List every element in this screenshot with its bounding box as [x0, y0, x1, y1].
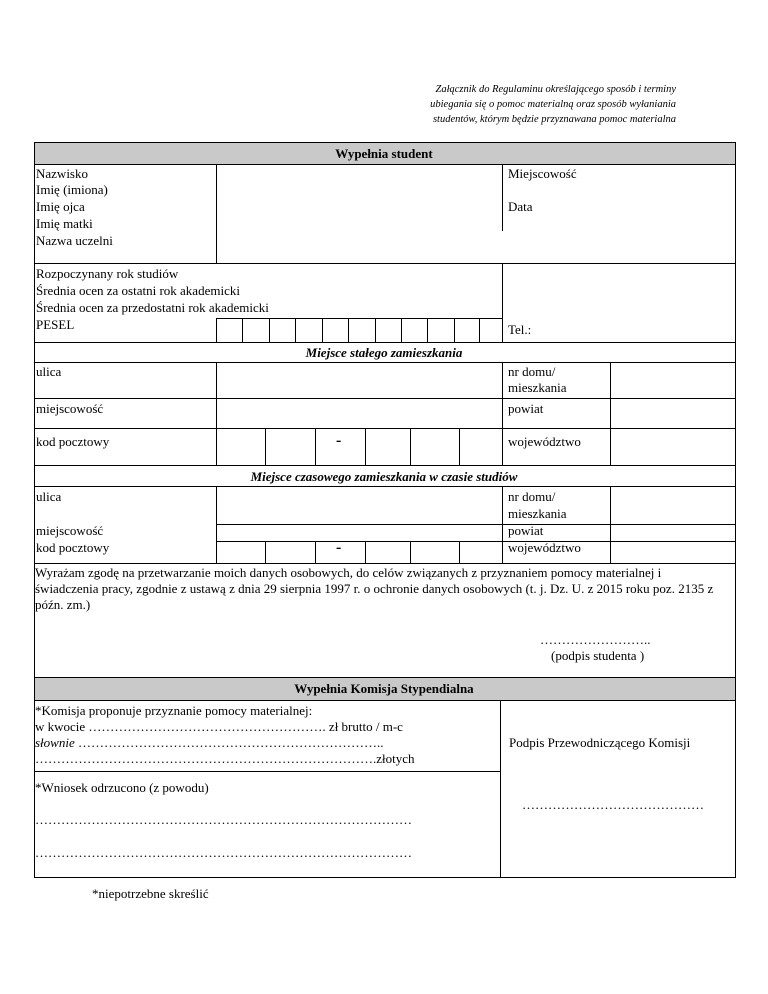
label-tel: Tel.: [508, 322, 532, 337]
perm-label-wojewodztwo: województwo [508, 434, 581, 449]
perm-label-miejscowosc: miejscowość [36, 401, 104, 416]
committee-zloty-line: …………………………………………………………………….złotych [35, 751, 415, 766]
chair-signature-label: Podpis Przewodniczącego Komisji [509, 735, 691, 750]
permanent-address-title: Miejsce stałego zamieszkania [305, 345, 463, 360]
slownie-dots: …………………………………………………………….. [74, 735, 384, 750]
header-note-line-3: studentów, którym będzie przyznawana pomoc materialna [432, 114, 676, 125]
temp-label-powiat: powiat [508, 523, 544, 538]
temp-label-mieszkania: mieszkania [508, 506, 567, 521]
temp-label-kod: kod pocztowy [36, 540, 110, 555]
label-nazwa-uczelni: Nazwa uczelni [36, 233, 113, 248]
temp-label-ulica: ulica [36, 489, 62, 504]
label-imie-matki: Imię matki [36, 216, 93, 231]
chair-signature-dots: …………………………………… [522, 797, 704, 812]
label-miejscowosc: Miejscowość [508, 166, 577, 181]
label-data: Data [508, 199, 533, 214]
temp-postal-dash: - [336, 539, 342, 556]
slownie-label: słownie [35, 735, 75, 750]
temp-label-nr-domu: nr domu/ [508, 489, 556, 504]
rejection-reason-line-2: …………………………………………………………………………… [35, 845, 412, 860]
rejected-label: *Wniosek odrzucono (z powodu) [35, 780, 209, 795]
temporary-address-title: Miejsce czasowego zamieszkania w czasie studiów [250, 469, 518, 484]
header-note-line-2: ubiegania się o pomoc materialną oraz sposób wyłaniania [430, 99, 676, 110]
label-rok-studiow: Rozpoczynany rok studiów [36, 266, 179, 281]
outer-border [35, 143, 736, 878]
committee-section-title: Wypełnia Komisja Stypendialna [294, 681, 474, 696]
label-imie-ojca: Imię ojca [36, 199, 85, 214]
committee-words-line [35, 735, 383, 750]
temp-label-wojewodztwo: województwo [508, 540, 581, 555]
perm-label-powiat: powiat [508, 401, 544, 416]
committee-proposal-line: *Komisja proponuje przyznanie pomocy materialnej: [35, 703, 313, 718]
perm-label-kod: kod pocztowy [36, 434, 110, 449]
header-note-line-1: Załącznik do Regulaminu określającego sposób i terminy [435, 84, 676, 95]
perm-label-nr-domu: nr domu/ [508, 364, 556, 379]
label-imie: Imię (imiona) [36, 182, 108, 197]
perm-label-ulica: ulica [36, 364, 62, 379]
label-nazwisko: Nazwisko [36, 166, 88, 181]
student-section-title: Wypełnia student [335, 146, 433, 161]
committee-amount-line: w kwocie ………………………………………………. zł brutto / m-c [35, 719, 403, 734]
label-srednia-ostatni: Średnia ocen za ostatni rok akademicki [36, 283, 240, 298]
student-signature-label: (podpis studenta ) [551, 648, 645, 663]
temp-label-miejscowosc: miejscowość [36, 523, 104, 538]
label-srednia-przedostatni: Średnia ocen za przedostatni rok akademicki [36, 300, 269, 315]
perm-postal-dash: - [336, 432, 342, 449]
rejection-reason-line-1: …………………………………………………………………………… [35, 812, 412, 827]
label-pesel: PESEL [36, 317, 75, 332]
student-signature-dots: …………………….. [540, 632, 651, 647]
footnote: *niepotrzebne skreślić [92, 886, 209, 901]
consent-text: Wyrażam zgodę na przetwarzanie moich danych osobowych, do celów związanych z przyznaniem pomocy materialnej i świadczenia pracy, zgodnie z ustawą z dnia 29 sierpnia 1997 r. o ochronie danych osobowych (t. j. Dz. U. z 2015 roku poz. 2135 z późn. zm.) [35, 565, 714, 612]
perm-label-mieszkania: mieszkania [508, 380, 567, 395]
